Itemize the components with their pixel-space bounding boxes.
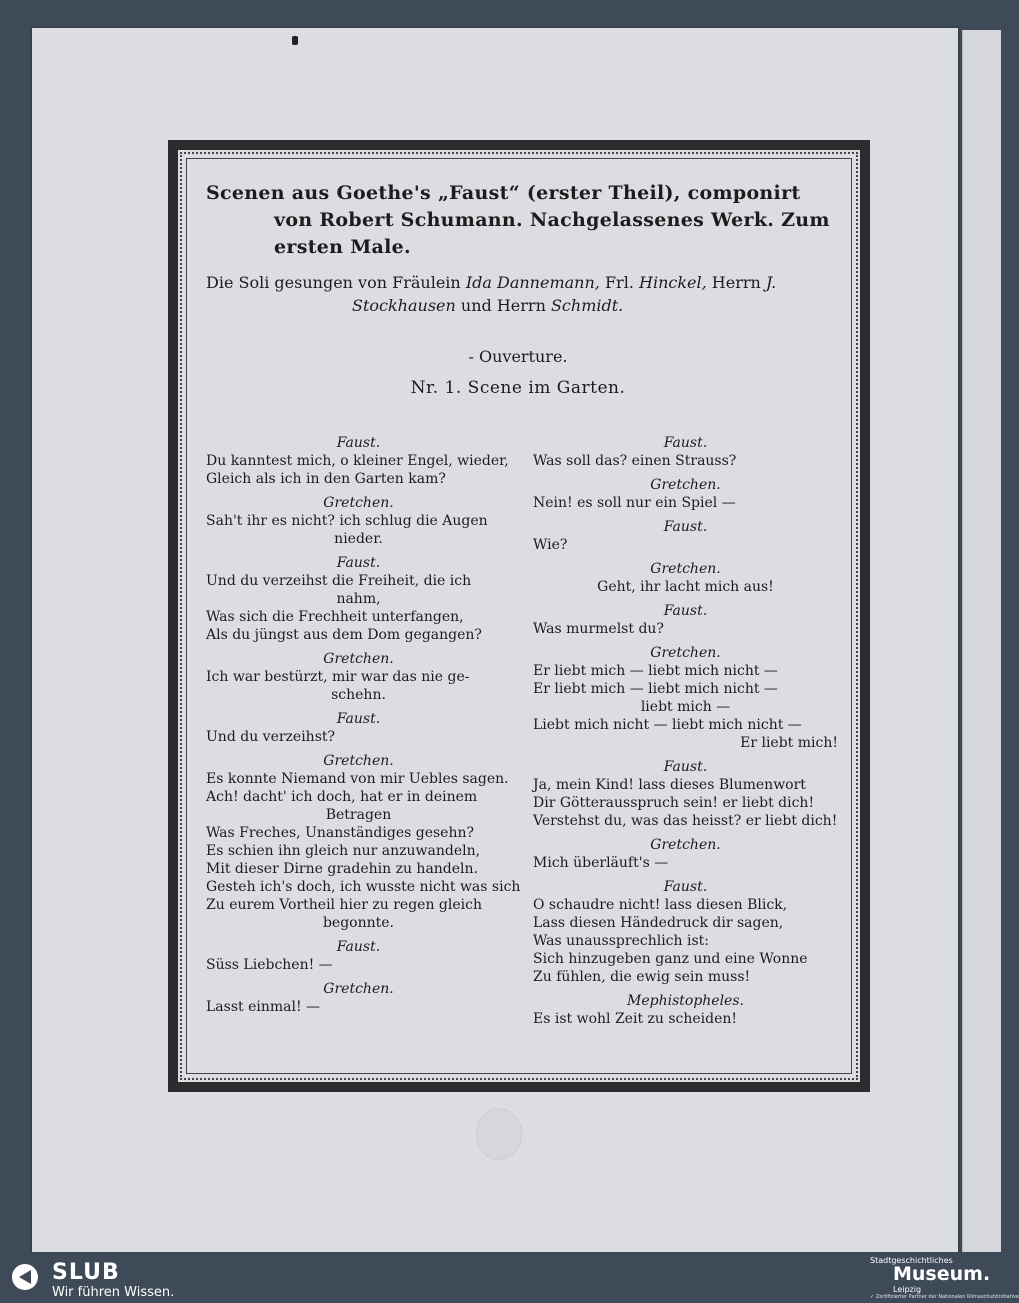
verse-line: Es schien ihn gleich nur anzuwandeln, [206, 843, 481, 859]
verse-line: Es konnte Niemand von mir Uebles sagen. [206, 771, 509, 787]
verse-line: Ach! dacht' ich doch, hat er in deinem [206, 789, 478, 805]
speaker-name: Faust. [336, 555, 381, 571]
museum-name: Museum. [893, 1263, 991, 1285]
speaker-name: Mephistopheles. [627, 993, 744, 1009]
speaker-name: Gretchen. [650, 837, 721, 853]
verse-line: Was sich die Frechheit unterfangen, [206, 609, 464, 625]
verse-line: Dir Götterausspruch sein! er liebt dich! [533, 795, 815, 811]
speaker-name: Faust. [663, 519, 708, 535]
work-title: Scenen aus Goethe's „Faust“ (erster Theil), componirt von Robert Schumann. Nachgelassenes Werk. Zum ersten Male. [206, 182, 830, 258]
verse-line: Nein! es soll nur ein Spiel — [533, 495, 736, 511]
verse-line: nieder. [334, 531, 383, 547]
speaker-name: Gretchen. [650, 477, 721, 493]
verse-line: Wie? [533, 537, 568, 553]
speaker-name: Faust. [663, 879, 708, 895]
museum-label-top: Stadtgeschichtliches [870, 1256, 953, 1265]
verse-line: Und du verzeihst? [206, 729, 336, 745]
speaker-name: Gretchen. [650, 561, 721, 577]
ink-mark [292, 36, 298, 45]
left-column [206, 428, 521, 1016]
verse-line: schehn. [331, 687, 386, 703]
library-stamp [476, 1108, 522, 1160]
verse-line: Gleich als ich in den Garten kam? [206, 471, 446, 487]
verse-line: liebt mich — [640, 699, 731, 715]
verse-line: Er liebt mich! [740, 735, 838, 751]
singer-hinckel: Hinckel, [639, 273, 707, 292]
verse-line: Zu eurem Vortheil hier zu regen gleich [206, 897, 482, 913]
soli-und-herrn: und Herrn [460, 296, 546, 315]
verse-line: Er liebt mich — liebt mich nicht — [533, 681, 778, 697]
singer-schmidt: Schmidt. [550, 296, 624, 315]
verse-line: nahm, [336, 591, 381, 607]
speaker-name: Faust. [336, 711, 381, 727]
soloists-line [200, 271, 836, 317]
verse-line: Und du verzeihst die Freiheit, die ich [206, 573, 472, 589]
verse-line: Was soll das? einen Strauss? [533, 453, 737, 469]
verse-line: Es ist wohl Zeit zu scheiden! [533, 1011, 738, 1027]
speaker-name: Faust. [663, 435, 708, 451]
verse-line: Gesteh ich's doch, ich wusste nicht was sich [206, 879, 521, 895]
verse-line: Ich war bestürzt, mir war das nie ge- [206, 669, 470, 685]
verse-line: O schaudre nicht! lass diesen Blick, [533, 897, 788, 913]
verse-line: Als du jüngst aus dem Dom gegangen? [206, 627, 482, 643]
verse-line: Mit dieser Dirne gradehin zu handeln. [206, 861, 478, 877]
museum-note: ✓ Zertifizierter Partner der Nationalen Klimaschutzinitiative [870, 1294, 1019, 1300]
verse-line: Zu fühlen, die ewig sein muss! [533, 969, 751, 985]
singer-stockhausen: J. Stockhausen [352, 273, 777, 315]
verse-line: Süss Liebchen! — [206, 957, 333, 973]
speaker-name: Faust. [336, 939, 381, 955]
program-content [200, 180, 838, 1027]
library-tagline: Wir führen Wissen. [52, 1285, 175, 1300]
verse-line: Ja, mein Kind! lass dieses Blumenwort [533, 777, 806, 793]
verse-line: Sah't ihr es nicht? ich schlug die Augen [206, 513, 488, 529]
right-column [533, 428, 838, 1028]
verse-line: Mich überläuft's — [533, 855, 669, 871]
speaker-name: Faust. [663, 759, 708, 775]
soli-prefix: Die Soli gesungen von Fräulein [206, 273, 461, 292]
speaker-name: Gretchen. [323, 981, 394, 997]
ouverture-heading: - Ouverture. [468, 347, 568, 366]
verse-line: Sich hinzugeben ganz und eine Wonne [533, 951, 808, 967]
speaker-name: Gretchen. [323, 495, 394, 511]
speaker-name: Gretchen. [323, 753, 394, 769]
verse-line: Geht, ihr lacht mich aus! [597, 579, 774, 595]
verse-line: Lass diesen Händedruck dir sagen, [533, 915, 784, 931]
singer-dannemann: Ida Dannemann, [465, 273, 600, 292]
verse-line: Lasst einmal! — [206, 999, 321, 1015]
soli-frl: Frl. [604, 273, 634, 292]
slub-logo-icon [10, 1262, 40, 1292]
museum-city: Leipzig [893, 1285, 922, 1294]
verse-line: begonnte. [322, 915, 395, 931]
scene-heading: Nr. 1. Scene im Garten. [410, 378, 626, 398]
speaker-name: Faust. [663, 603, 708, 619]
verse-line: Was murmelst du? [533, 621, 664, 637]
library-name: SLUB [52, 1260, 120, 1285]
verse-line: Du kanntest mich, o kleiner Engel, wieder, [206, 453, 509, 469]
verse-line: Er liebt mich — liebt mich nicht — [533, 663, 778, 679]
speaker-name: Faust. [336, 435, 381, 451]
next-page-edge [962, 30, 1001, 1252]
speaker-name: Gretchen. [323, 651, 394, 667]
verse-line: Verstehst du, was das heisst? er liebt dich! [533, 813, 838, 829]
speaker-name: Gretchen. [650, 645, 721, 661]
soli-herrn: Herrn [711, 273, 761, 292]
verse-line: Was Freches, Unanständiges gesehn? [206, 825, 475, 841]
verse-line: Was unaussprechlich ist: [533, 933, 709, 949]
verse-line: Betragen [325, 807, 392, 823]
verse-line: Liebt mich nicht — liebt mich nicht — [533, 717, 802, 733]
